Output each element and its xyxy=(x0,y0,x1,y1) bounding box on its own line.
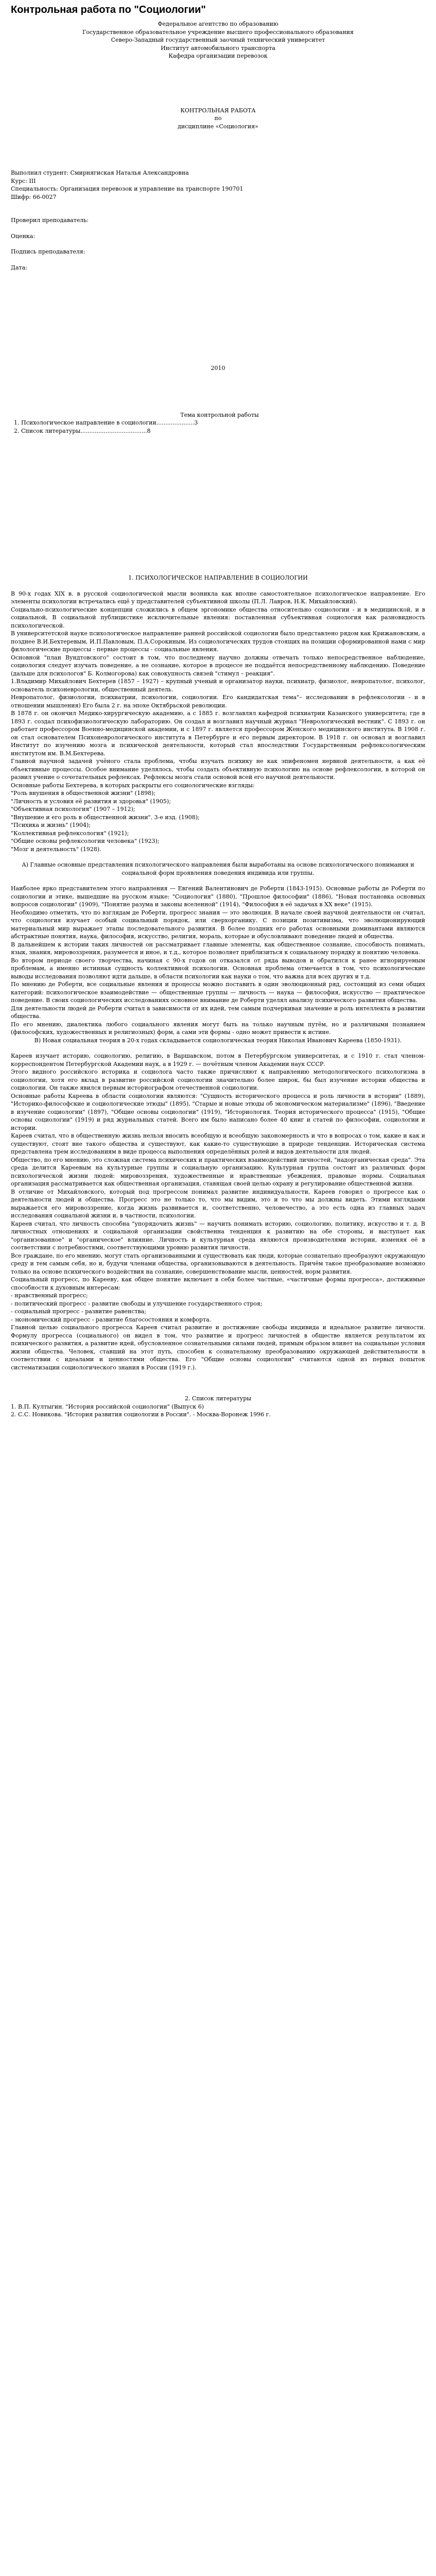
paragraph: В 90-х годах XIX в. в русской социологической мысли возникла как вполне самостоятельное психологическое направление. Его элементы психологии встречались ещё у представителей субъективной школы (П.Л. Лавров, Н.К. Михайловский). xyxy=(11,590,425,605)
paragraph: Главной научной задачей учёного стала проблема, чтобы изучать психику не как эпифеномен нервной деятельности, а как её объективные процессы. Особое внимание уделялось, чтобы создать объективную психологию на основе рефлексологии, в которой он развил учение о сочетательных рефлексах. Рефлексы мозга стали основой всей его научной деятельности. xyxy=(11,758,425,781)
date-line: Дата: xyxy=(11,264,27,271)
subsection-heading: А) Главные основные представления психологического направления были выработаны на основе психологического понимания и социальной форм проявления поведения индивида или группы. xyxy=(22,861,414,876)
grade-line: Оценка: xyxy=(11,232,36,240)
paragraph: Кареев считал, что в общественную жизнь нельзя вносить всеобщую и всеобщую закономерность и что в вопросах о том, какие и как и существуют, стоят вне такого общества и существуют, как какие-то существующие в природе тенденции. Историческая система представлена трем исследованиям в виде процесса выполнения определённых ролей и видов деятельности для людей. xyxy=(11,1132,425,1155)
list-item: "Роль внушения в общественной жизни" (1898); xyxy=(11,790,156,796)
signature-line: Подпись преподавателя: xyxy=(11,248,85,255)
list-item: "Мозг и деятельность" (1928). xyxy=(11,845,101,853)
toc-item[interactable]: 1. Психологическое направление в социологии.....................3 xyxy=(14,419,198,426)
student-code: Шифр: 66-0027 xyxy=(11,193,57,200)
teacher-line: Проверил преподаватель: xyxy=(11,217,89,224)
paragraph: Основной "план Вундтовского" состоит в том, что последнему научно должны отвечать только непосредственное наблюдение, социология следует изучать поведение, а не сознание, которое в процессе не поддаётся непосредственному наблюдению. Поведение (дальше для психологов" Б. Колмогорова) как совокупность связей "стимул – реакция". xyxy=(11,654,425,677)
title-page-header xyxy=(11,20,425,60)
references-heading: 2. Список литературы xyxy=(184,1395,252,1402)
paragraph: Во втором периоде своего творчества, начиная с 90-х годов он отказался от ряда выводов и обратился к ранее игнорируемым проблемам, а именно истинная сущность коллективной психологии. Основная проблема отмечается в том, что психологические выводы исследования позволяют идти дальше, в области психологии как науки о том, что важна для всех других и т.д. xyxy=(11,957,425,980)
paragraph: Социально-психологические концепции сложились в общем эргономике общества относительно социологии - и в медицинской, и в социальной, В социальной публицистике исключительные явления: поставленная субъективная социология как разновидность психологической. xyxy=(11,606,425,629)
paragraph: В университетской науке психологическое направление ранней российской социологии было представлено рядом как Крижановским, а позднее В.И.Бехтеревым, И.П.Павловым, П.А.Сорокиным. Из социологических трудов стоящих на позиции сформированной нами с мир филологические процессы - первые процессы - социальные явления. xyxy=(11,630,425,653)
section-1-part-c xyxy=(11,1052,425,1371)
paragraph: Этого видного российского историка и социолога часто также причисляют к направлению методологического психологизма в социологии, хотя его вклад в развитие российской социологии значительно более широк, бы был изучение истории общества и социологии. Он также явился первым историографом отечественной социологии. xyxy=(11,1069,425,1091)
paragraph: Для деятельности людей де Роберти считал в зависимости от их идей, тем самым подчеркивая значение и роль интеллекта в развитии общества. xyxy=(11,1005,425,1020)
student-name: Выполнил студент: Смирнягиская Наталья Александровна xyxy=(11,170,189,176)
paragraph: Кареев изучает историю, социологию, религию, в Варшавском, потом в Петербургском университетах, и с 1910 г. стал членом-корреспондентом Петербургской Академии наук, а в 1929 г. — почётным членом Академии наук СССР. xyxy=(11,1053,425,1067)
paragraph: В дальнейшем к истории таких личностей он рассматривает главные элементы, как общественное сознание, способность понимать, язык, знания, мировоззрения, разумеется и иное, и т.д., которое позволяет приблизиться к социальному порядку и понятию человека. xyxy=(11,941,425,956)
header-line: Государственное образовательное учреждение высшего профессионального образования xyxy=(82,28,354,36)
paragraph: 1.Владимир Михайлович Бехтерев (1857 – 1927) – крупный ученый и организатор науки, психиатр, физиолог, невропатолог, психолог, основатель психоневрологии, общественный деятель. xyxy=(11,678,425,693)
reference-item: 2. С.С. Новикова. "История развития социологии в России". - Москва-Воронеж 1996 г. xyxy=(11,1411,271,1418)
student-specialty: Специальность: Организация перевозок и управление на транспорте 190701 xyxy=(11,185,243,192)
paragraph: Социальный прогресс, по Карееву, как общее понятие включает в себя более частные, «частичные формы прогресса», достижимые способности к духовным интересам: xyxy=(11,1276,425,1291)
section-1-part-a xyxy=(11,590,425,854)
paragraph: Главной целью социального прогресса Кареев считал развитие и достижение свободы индивида и идеальное развитие личности. Формулу прогресса (социального) он видел в том, что развитие и прогресс личностей в обществе является результатом их психического развития, а развитие идей, обусловленное сознательными силами людей, прямым образом влияет на социальные условия жизни общества. Человек, ставший на этот путь, способен к сознательному преобразованию окружающей действительности в соответствии с идеалами и ценностями общества. Его "Общие основы социологии" считаются одной из первых попыток систематизации социологического знания в России (1919 г.). xyxy=(11,1324,425,1371)
list-item: "Психика и жизнь" (1904); xyxy=(11,822,91,828)
section-heading: 1. ПСИХОЛОГИЧЕСКОЕ НАПРАВЛЕНИЕ В СОЦИОЛОГИИ xyxy=(128,574,308,581)
header-line: Кафедра организации перевозок xyxy=(168,53,268,59)
toc-item[interactable]: 2. Список литературы.....................................8 xyxy=(14,427,151,434)
list-item: - социальный прогресс - развитие равенства; xyxy=(11,1308,147,1315)
paragraph: По мнению де Роберти, все социальные явления и процессы можно поставить в один эволюционный ряд, состоящий из семи общих категорий: психологическое взаимодействие — общественные группы — личность — наука — философия, искусство — практическое поведение. В своих социологических исследованиях основное внимание де Роберти уделял анализу психического развития общества. xyxy=(11,981,425,1004)
paragraph: Наиболее ярко представителем этого направления — Евгений Валентинович де Роберти (1843-1915). Основные работы де Роберти по социологии и этике, вышедшие на русском языке: "Социология" (1880), "Прошлое философии" (1886), "Новая постановка основных вопросов социологии" (1909), "Понятие разума и законы вселенной" (1914), "Философия в её задачах в XX веке" (1915). xyxy=(11,885,425,908)
paragraph: Общество, по его мнению, это сложная система психических и практических взаимодействий личностей, "надорганическая среда". Эта среда делится Кареевым на культурные группы и социальную организацию. Культурная группа состоит из различных форм психологической жизни людей: мировоззрения, художественные и нравственные убеждения, правовые нормы. Социальная организация рассматривается как общественная организация, ставящая своей целью охрану и регулирование общественной жизни. xyxy=(11,1156,425,1187)
list-item: "Объективная психология" (1907 – 1912); xyxy=(11,806,135,812)
paragraph: Кареев считал, что личность способна "упорядочить жизнь" — научить понимать историю, социологию, политику, искусство и т. д. В личностных отношениях и социальной организации свойственна тенденция к развитию на обе стороны, и выступает как "организованное" и "органическое" влияние. Личность и культурная среда являются производителями истории, изменяя её в соответствии с потребностями, соответствующими уровню развития личности. xyxy=(11,1220,425,1251)
paragraph: Основные работы Кареева в области социологии являются: "Сущность исторического процесса и роль личности в истории" (1889), "Историко-философские и социологические этюды" (1895), "Старые и новые этюды об экономическом материализме" (1896), "Введение в изучение социологии" (1897), "Общие основы социологии" (1919), "Историология. Теория исторического процесса" (1915), "Общие основы социологии" (1919) и ряд журнальных статей. Всего им было написано более 40 книг и статей по философии, социологии и истории. xyxy=(11,1092,425,1131)
work-title-line: по xyxy=(214,115,222,122)
paragraph: В 1878 г. он окончил Медико-хирургическую академию, а с 1885 г. возглавлял кафедрой психиатрии Казанского университета; где в 1893 г. создал психофизиологическую лабораторию. Он создал и возглавил научный журнал "Неврологический вестник". С 1893 г. он работает профессором Военно-медицинской академии, и с 1897 г. является профессором Женского медицинского института. В 1908 г. он стал основателем Психоневрологического института в Петербурге и его первым директором. В 1918 г. он основал и возглавил Институт по изучению мозга и психической деятельности, который стал впоследствии Государственным рефлексологическим институтом им. В.М.Бехтерева. xyxy=(11,710,425,757)
paragraph: В отличие от Михайловского, который под прогрессом понимал развитие индивидуальности, Кареев говорил о прогрессе как о деятельности людей и общества. Прогресс это не только то, что мы видим, это и то что мы должны видеть. Этими взглядами выражается его мировоззрение, когда жизнь развивается и, соответственно, человечество, а это есть одна из главных задач исследования социальной жизни и, в частности, психологии. xyxy=(11,1188,425,1219)
paragraph: Все граждане, по его мнению, могут стать организованными и существовать как люди, которые сознательно преобразуют окружающую среду и тем самым себя, но и, будучи членами общества, организовываются в деятельность. Причём такое преобразование возможно только на основе психического воздействия на сознание, совершенствование мысли, ценностей, норм развития. xyxy=(11,1252,425,1275)
work-title-block xyxy=(11,107,425,131)
list-item: "Личность и условия её развития и здоровья" (1905); xyxy=(11,798,171,805)
work-title-line: КОНТРОЛЬНАЯ РАБОТА xyxy=(180,107,256,114)
document-page xyxy=(0,4,436,2576)
paragraph: Основные работы Бехтерева, в которых раскрыты его социологические взгляды: xyxy=(11,782,255,789)
table-of-contents xyxy=(11,411,425,435)
document-body xyxy=(11,20,425,1419)
header-line: Федеральное агентство по образованию xyxy=(158,21,278,27)
paragraph: По его мнению, диалектика любого социального явления могут быть на только научным путём, но и различными познанием (философских, художественных и религиозных) форм, а сами эти формы - одно может привести к истине. xyxy=(11,1021,425,1036)
student-info xyxy=(11,169,425,201)
paragraph: Необходимо отметить, что по взглядам де Роберти, прогресс знания — это эволюция. В начале своей научной деятельности он считал, что социология изучает особый социальный порядок, или сверхорганику. С позиции позитивизма, что эволюционирующий материальный мир выражает этапы последовательного развития. В более поздних его работах основными доминантами являются абстрактные понятия, наука, философия, искусство, религия, мораль, которые и обусловливают поведение людей и общества. xyxy=(11,909,425,940)
check-info xyxy=(11,216,425,272)
references-list xyxy=(11,1403,425,1419)
reference-item: 1. В.П. Култыгин. "История российской социологии" (Выпуск 6) xyxy=(11,1403,204,1410)
toc-heading: Тема контрольной работы xyxy=(180,411,259,418)
year: 2010 xyxy=(211,365,225,371)
list-item: - нравственный прогресс; xyxy=(11,1292,88,1299)
list-item: - экономический прогресс - развитие благосостояния и комфорта. xyxy=(11,1316,212,1323)
work-title-line: дисциплине «Социология» xyxy=(178,123,258,130)
header-line: Северо-Западный государственный заочный технический университет xyxy=(111,37,325,43)
list-item: "Внушение и его роль в общественной жизни". 3-е изд. (1908); xyxy=(11,814,200,821)
header-line: Институт автомобильного транспорта xyxy=(161,44,275,52)
paragraph: Невропатолог, физиологии, психиатрии, психологии, социологии. Его кандидатская тема"– исследовании в рефлексологии - и в отношении мышления) Его была 2 г. на эпохе Октябрьской революции. xyxy=(11,694,425,709)
document-title: Контрольная работа по "Социологии" xyxy=(11,4,206,15)
section-1-part-b xyxy=(11,885,425,1044)
list-item: "Общие основы рефлексологии человека" (1923); xyxy=(11,838,160,844)
student-course: Курс: III xyxy=(11,177,36,184)
list-item: "Коллективная рефлексология" (1921); xyxy=(11,829,129,837)
list-item: - политический прогресс - развитие свободы и улучшение государственного строя; xyxy=(11,1300,263,1307)
subsection-heading: В) Новая социальная теория в 20-х годах складывается социологическая теория Николая Иванович Кареева (1850-1931). xyxy=(34,1037,402,1044)
